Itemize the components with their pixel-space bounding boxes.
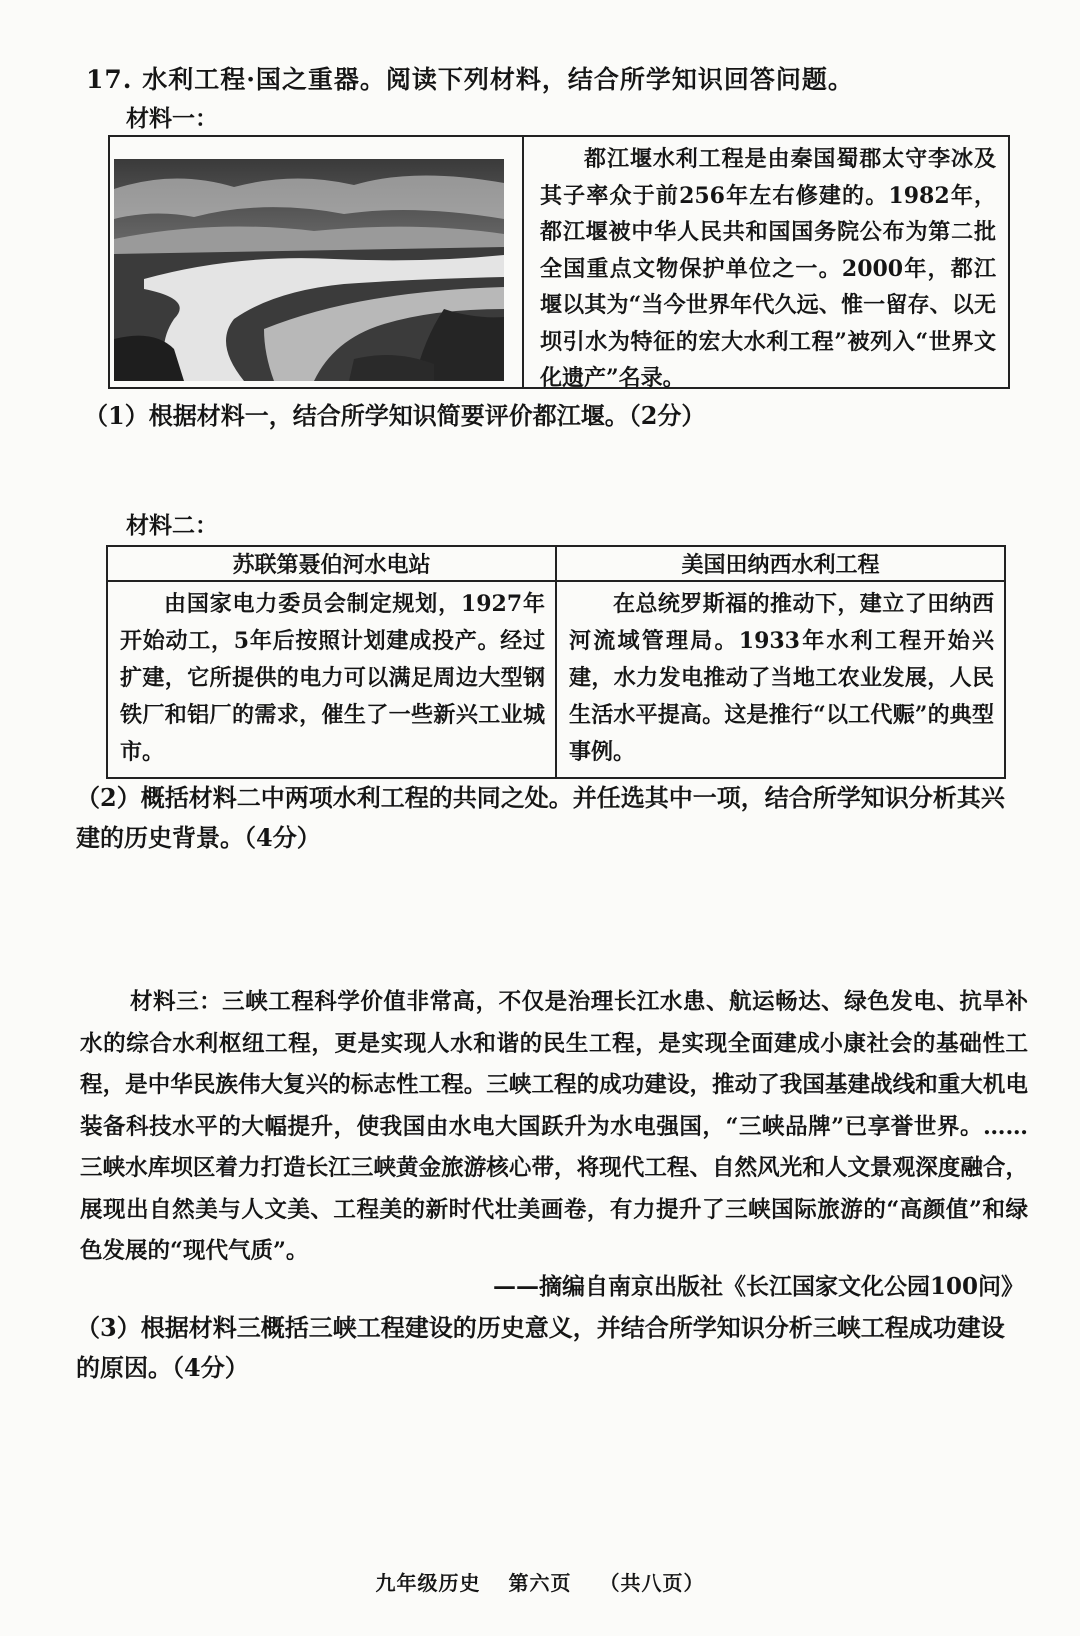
table-row (107, 581, 1005, 778)
table-header-row (107, 546, 1005, 581)
material3-paragraph (80, 982, 1028, 1273)
cell-soviet: 由国家电力委员会制定规划，1927年开始动工，5年后按照计划建成投产。经过扩建，它所提供的电力可以满足周边大型钢铁厂和铝厂的需求，催生了一些新兴工业城市。 (107, 581, 556, 778)
question-3: （3）根据材料三概括三峡工程建设的历史意义，并结合所学知识分析三峡工程成功建设的原因。（4分） (76, 1313, 1005, 1382)
question-title: 17. 水利工程·国之重器。阅读下列材料，结合所学知识回答问题。 (86, 65, 854, 94)
header-soviet: 苏联第聂伯河水电站 (107, 546, 556, 581)
header-usa: 美国田纳西水利工程 (556, 546, 1005, 581)
question-2: （2）概括材料二中两项水利工程的共同之处。并任选其中一项，结合所学知识分析其兴建的历史背景。（4分） (76, 783, 1005, 852)
material1-box (108, 135, 1010, 389)
footer-total: （共八页） (599, 1571, 705, 1595)
material1-photo-cell (110, 137, 524, 387)
material3-label: 材料三： (130, 989, 223, 1015)
footer-page: 第六页 (508, 1571, 572, 1595)
cell-usa: 在总统罗斯福的推动下，建立了田纳西河流域管理局。1933年水利工程开始兴建，水力发电推动了当地工农业发展，人民生活水平提高。这是推行“以工代赈”的典型事例。 (556, 581, 1005, 778)
material3-source: ——摘编自南京出版社《长江国家文化公园100问》 (492, 1273, 1024, 1300)
material2-table (106, 545, 1006, 779)
footer-subject: 九年级历史 (375, 1571, 481, 1595)
material2-label: 材料二： (126, 512, 218, 539)
page-footer (0, 1567, 1080, 1596)
dujiangyan-photo (114, 159, 504, 381)
question-1: （1）根据材料一，结合所学知识简要评价都江堰。（2分） (84, 401, 706, 430)
material1-text: 都江堰水利工程是由秦国蜀郡太守李冰及其子率众于前256年左右修建的。1982年，都江堰被中华人民共和国国务院公布为第二批全国重点文物保护单位之一。2000年，都江堰以其为“当今世界年代久远、惟一留存、以无坝引水为特征的宏大水利工程”被列入“世界文化遗产”名录。 (540, 146, 996, 391)
material3-text: 三峡工程科学价值非常高，不仅是治理长江水患、航运畅达、绿色发电、抗旱补水的综合水利枢纽工程，更是实现人水和谐的民生工程，是实现全面建成小康社会的基础性工程，是中华民族伟大复兴的标志性工程。三峡工程的成功建设，推动了我国基建战线和重大机电装备科技水平的大幅提升，使我国由水电大国跃升为水电强国，“三峡品牌”已享誉世界。……三峡水库坝区着力打造长江三峡黄金旅游核心带，将现代工程、自然风光和人文景观深度融合，展现出自然美与人文美、工程美的新时代壮美画卷，有力提升了三峡国际旅游的“高颜值”和绿色发展的“现代气质”。 (80, 989, 1028, 1264)
material1-label: 材料一： (126, 105, 218, 132)
